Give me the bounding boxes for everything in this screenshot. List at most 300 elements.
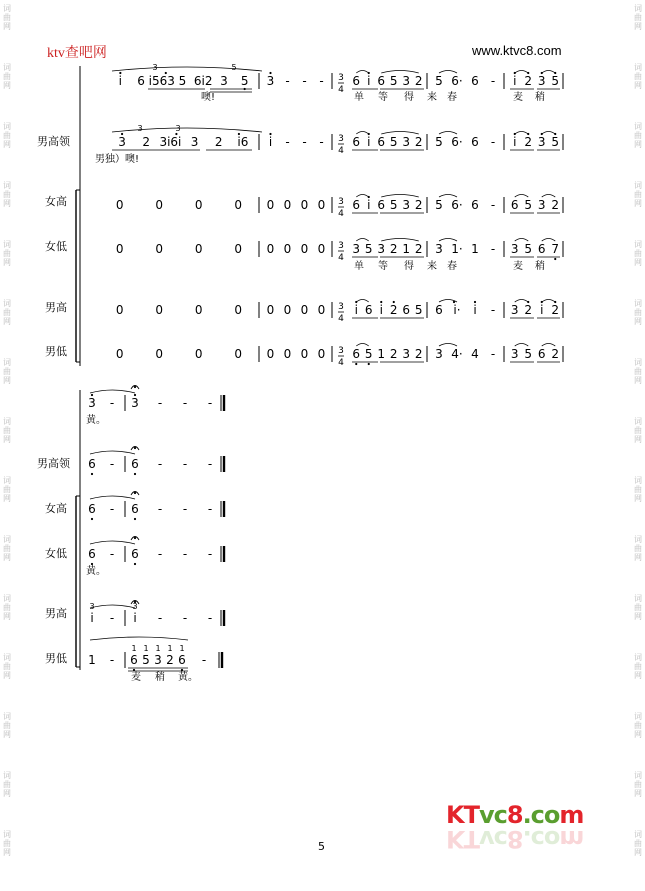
watermark-char: 网: [3, 317, 11, 326]
staff-row: [88, 492, 224, 521]
dash: -: [157, 611, 163, 625]
lyric: 得: [404, 261, 414, 272]
note: 2: [414, 74, 423, 88]
dash: -: [109, 547, 115, 561]
note: 5: [551, 74, 560, 88]
note: 5: [240, 74, 249, 88]
part-label-tenor: 男高: [45, 301, 67, 314]
note: 5: [364, 347, 373, 361]
note: 0: [317, 198, 326, 212]
note: i: [473, 303, 477, 317]
dash: -: [207, 547, 213, 561]
staff-row: [116, 195, 563, 220]
watermark-char: 网: [634, 494, 642, 503]
fermata-dot: [134, 386, 136, 388]
watermark-char: 网: [634, 612, 642, 621]
note: 5: [524, 198, 533, 212]
part-label-alto-2: 女低: [45, 547, 67, 560]
note: 0: [234, 198, 243, 212]
logo-part: 8: [506, 801, 523, 829]
note: 0: [283, 242, 292, 256]
note: 6·: [451, 198, 463, 212]
tuplet-number: 5: [231, 63, 237, 72]
watermark-char: 词: [3, 358, 11, 367]
lyric: 黄。: [86, 415, 106, 426]
chord-upper-note: 1: [155, 644, 161, 653]
lyric: 噢!: [200, 92, 216, 103]
note: 1: [377, 347, 386, 361]
note: 0: [194, 242, 203, 256]
note: 3i6i: [159, 135, 182, 149]
dash: -: [490, 242, 496, 256]
watermark-char: 词: [634, 299, 642, 308]
lyric: 得: [404, 92, 414, 103]
octave-dot: [368, 363, 370, 365]
note: i: [367, 135, 371, 149]
lyric: 来: [427, 92, 437, 103]
dash: -: [201, 653, 207, 667]
octave-dot: [541, 72, 543, 74]
note: 0: [266, 198, 275, 212]
phrase-slur: [112, 128, 262, 132]
watermark-char: 词: [634, 712, 642, 721]
note: i·: [453, 303, 461, 317]
dash: -: [182, 502, 188, 516]
note: 2: [551, 347, 560, 361]
note: 6·: [451, 135, 463, 149]
watermark-char: 词: [634, 417, 642, 426]
watermark-char: 曲: [3, 367, 11, 376]
watermark-char: 网: [634, 730, 642, 739]
logo-part: m: [559, 825, 584, 853]
note: i: [379, 303, 383, 317]
slur: [356, 71, 369, 74]
note: 0: [300, 303, 309, 317]
lyric: 春: [447, 261, 457, 272]
watermark-char: 曲: [634, 72, 642, 81]
watermark-char: 曲: [3, 249, 11, 258]
slur: [542, 132, 556, 135]
note: 6: [435, 303, 443, 317]
watermark-char: 网: [634, 553, 642, 562]
note: 6: [471, 198, 479, 212]
note: 3: [266, 74, 275, 88]
watermark-char: 曲: [3, 721, 11, 730]
note: 3: [402, 74, 411, 88]
watermark-char: 曲: [3, 485, 11, 494]
dash: -: [182, 611, 188, 625]
watermark-char: 网: [634, 435, 642, 444]
chord-upper-note: 3: [132, 602, 138, 611]
note: 3: [352, 242, 361, 256]
note: 2: [551, 303, 560, 317]
octave-dot: [119, 72, 121, 74]
note: 3: [402, 135, 411, 149]
watermark-char: 词: [634, 4, 642, 13]
note: 6: [510, 198, 519, 212]
slur: [439, 71, 457, 74]
note: i: [367, 198, 371, 212]
octave-dot: [541, 133, 543, 135]
dash: -: [109, 457, 115, 471]
logo-part: 8: [506, 825, 523, 853]
lyric: 男独）噢!: [95, 154, 140, 165]
watermark-char: 词: [3, 417, 11, 426]
note: i: [513, 135, 517, 149]
lyric: 麦: [513, 92, 523, 103]
note: 0: [194, 303, 203, 317]
watermark-char: 曲: [3, 603, 11, 612]
note: 2: [524, 74, 533, 88]
octave-dot: [269, 72, 271, 74]
octave-dot: [175, 133, 177, 135]
octave-dot: [134, 473, 136, 475]
note: 5: [435, 74, 443, 88]
note: 6: [137, 74, 145, 88]
note: i563: [148, 74, 175, 88]
watermark-char: 词: [634, 771, 642, 780]
note: 3: [537, 135, 546, 149]
note: 2: [414, 347, 423, 361]
watermark-char: 曲: [634, 544, 642, 553]
staff-row: [89, 601, 224, 627]
watermark-char: 曲: [3, 308, 11, 317]
slur: [542, 239, 556, 242]
watermark-char: 网: [634, 789, 642, 798]
time-signature-bottom: 4: [338, 146, 344, 156]
watermark-char: 网: [3, 435, 11, 444]
octave-dot: [514, 133, 516, 135]
note: 3: [537, 198, 546, 212]
note: 6: [352, 198, 361, 212]
note: 6: [88, 547, 96, 561]
staff-row: [86, 386, 224, 427]
dash: -: [182, 547, 188, 561]
time-signature-bottom: 4: [338, 209, 344, 219]
watermark-char: 词: [3, 535, 11, 544]
note: 3: [118, 135, 126, 149]
watermark-char: 曲: [634, 131, 642, 140]
watermark-char: 网: [634, 258, 642, 267]
note: 3: [88, 396, 96, 410]
note: 5: [524, 347, 533, 361]
lyric: 春: [447, 92, 457, 103]
octave-dot: [91, 563, 93, 565]
time-signature-top: 3: [338, 346, 344, 356]
note: 6: [352, 135, 361, 149]
watermark-char: 网: [634, 317, 642, 326]
watermark-char: 网: [634, 376, 642, 385]
octave-dot: [554, 301, 556, 303]
note: 0: [283, 347, 292, 361]
octave-dot: [527, 133, 529, 135]
note: 6i2: [193, 74, 213, 88]
dash: -: [157, 502, 163, 516]
octave-dot: [238, 133, 240, 135]
fermata-dot: [134, 537, 136, 539]
slur: [381, 132, 419, 135]
octave-dot: [91, 394, 93, 396]
slur: [515, 71, 529, 74]
watermark-char: 网: [634, 199, 642, 208]
page-number: 5: [318, 840, 325, 853]
note: 0: [266, 303, 275, 317]
dash: -: [285, 135, 290, 149]
watermark-char: 网: [3, 140, 11, 149]
note: i: [133, 611, 137, 625]
logo-part: K: [446, 801, 464, 829]
lyric: 单: [354, 92, 364, 103]
time-signature-bottom: 4: [338, 314, 344, 324]
part-label-bass: 男低: [45, 345, 67, 358]
note: 6: [352, 74, 361, 88]
dash: -: [302, 74, 307, 88]
note: 3: [435, 347, 443, 361]
part-label-soprano-2: 女高: [45, 502, 67, 515]
part-label-bass-2: 男低: [45, 652, 67, 665]
tie: [90, 390, 135, 393]
dash: -: [490, 198, 496, 212]
watermark-char: 网: [3, 494, 11, 503]
logo-part: m: [559, 801, 584, 829]
note: 2: [166, 653, 174, 667]
lyric: 稍: [155, 672, 165, 683]
note: 6: [131, 502, 139, 516]
watermark-char: 词: [634, 181, 642, 190]
watermark-char: 词: [3, 771, 11, 780]
note: 5: [178, 74, 187, 88]
note: 5: [551, 135, 560, 149]
tie: [90, 541, 135, 544]
time-signature-top: 3: [338, 73, 344, 83]
lyric: 麦: [131, 672, 141, 683]
part-label-tenor-lead: 男高领: [37, 135, 70, 148]
note: i6: [237, 135, 249, 149]
note: 3: [220, 74, 228, 88]
watermark-char: 网: [3, 258, 11, 267]
note: i: [118, 74, 123, 88]
slur: [515, 239, 529, 242]
watermark-char: 曲: [3, 190, 11, 199]
note: 3: [510, 303, 519, 317]
watermark-char: 词: [634, 594, 642, 603]
slur: [381, 71, 419, 74]
dash: -: [319, 135, 324, 149]
logo-part: .co: [522, 825, 560, 853]
note: 2: [414, 135, 423, 149]
watermark-char: 网: [3, 376, 11, 385]
watermark-char: 词: [3, 594, 11, 603]
note: 6: [402, 303, 411, 317]
watermark-char: 词: [634, 476, 642, 485]
dash: -: [109, 396, 115, 410]
lyric: 麦: [513, 261, 523, 272]
watermark-char: 网: [3, 789, 11, 798]
dash: -: [157, 396, 163, 410]
ktvc8-logo: [446, 801, 596, 861]
part-label-soprano: 女高: [45, 195, 67, 208]
dash: -: [109, 653, 115, 667]
dash: -: [302, 135, 307, 149]
dash: -: [157, 457, 163, 471]
watermark-char: 网: [3, 22, 11, 31]
time-signature-top: 3: [338, 241, 344, 251]
note: 5: [435, 135, 443, 149]
octave-dot: [554, 258, 556, 260]
watermark-char: 词: [634, 653, 642, 662]
note: 6: [377, 74, 386, 88]
note: 4: [471, 347, 479, 361]
watermark-char: 曲: [634, 839, 642, 848]
note: 2: [414, 198, 423, 212]
note: 0: [300, 242, 309, 256]
note: 0: [300, 198, 309, 212]
dash: -: [207, 502, 213, 516]
watermark-char: 词: [3, 476, 11, 485]
dash: -: [207, 457, 213, 471]
watermark-char: 词: [634, 122, 642, 131]
watermark-char: 词: [3, 4, 11, 13]
octave-dot: [554, 133, 556, 135]
note: 6: [88, 457, 96, 471]
watermark-char: 网: [3, 553, 11, 562]
staff-row: [116, 300, 563, 325]
note: 0: [115, 303, 124, 317]
watermark-char: 词: [3, 240, 11, 249]
note: 3: [510, 242, 519, 256]
note: 1: [88, 653, 96, 667]
note: 2: [551, 198, 560, 212]
octave-dot: [541, 301, 543, 303]
slur: [542, 195, 556, 198]
slur: [515, 195, 529, 198]
watermark-char: 网: [3, 199, 11, 208]
note: 0: [194, 198, 203, 212]
time-signature-bottom: 4: [338, 358, 344, 368]
note: 0: [155, 303, 164, 317]
note: 1: [471, 242, 479, 256]
time-signature-top: 3: [338, 134, 344, 144]
note: 4·: [451, 347, 463, 361]
slur: [356, 195, 369, 198]
system-1: [76, 63, 563, 368]
part-label-alto: 女低: [45, 240, 67, 253]
dash: -: [182, 457, 188, 471]
note: 2: [389, 303, 398, 317]
slur: [356, 344, 369, 347]
dash: -: [490, 74, 496, 88]
watermark-char: 词: [634, 63, 642, 72]
watermark-char: 词: [634, 535, 642, 544]
watermark-char: 曲: [3, 72, 11, 81]
slur: [515, 132, 529, 135]
dash: -: [157, 547, 163, 561]
octave-dot: [474, 301, 476, 303]
note: 0: [266, 347, 275, 361]
note: 6: [130, 653, 138, 667]
note: 2: [389, 347, 398, 361]
part-label-tenor-2: 男高: [45, 607, 67, 620]
note: 5: [389, 74, 398, 88]
note: 0: [234, 347, 243, 361]
note: 6·: [451, 74, 463, 88]
lyric: 等: [378, 92, 388, 103]
note: 3: [190, 135, 199, 149]
slur: [515, 300, 529, 303]
watermark-char: 词: [3, 181, 11, 190]
watermark-char: 曲: [3, 131, 11, 140]
note: 3: [402, 347, 411, 361]
phrase-slur: [112, 67, 262, 71]
watermark-char: 曲: [634, 426, 642, 435]
note: 5: [389, 198, 398, 212]
watermark-char: 曲: [634, 13, 642, 22]
note: 6: [537, 242, 546, 256]
note: i: [513, 74, 517, 88]
time-signature-bottom: 4: [338, 253, 344, 263]
watermark-char: 网: [634, 81, 642, 90]
note: 6: [471, 74, 479, 88]
note: 3: [435, 242, 443, 256]
note: 0: [155, 347, 164, 361]
note: 0: [155, 242, 164, 256]
octave-dot: [527, 301, 529, 303]
note: 0: [283, 303, 292, 317]
note: 2: [214, 135, 223, 149]
watermark-char: 曲: [3, 839, 11, 848]
note: 5: [142, 653, 150, 667]
note: 0: [317, 242, 326, 256]
time-signature-top: 3: [338, 302, 344, 312]
note: 3: [131, 396, 139, 410]
watermark-char: 网: [3, 671, 11, 680]
dash: -: [319, 74, 324, 88]
brand-title: ktv查吧网: [47, 46, 107, 61]
note: 3: [154, 653, 162, 667]
note: 6: [364, 303, 373, 317]
chord-upper-note: 1: [131, 644, 137, 653]
octave-dot: [134, 394, 136, 396]
tuplet-number: 3: [137, 124, 143, 133]
dash: -: [490, 347, 496, 361]
note: 2: [389, 242, 398, 256]
watermark-char: 曲: [634, 721, 642, 730]
chord-upper-note: 1: [167, 644, 173, 653]
logo-part: vc: [478, 825, 507, 853]
watermark-char: 曲: [3, 13, 11, 22]
lyric: 黄。: [86, 566, 106, 577]
note: 2: [524, 135, 533, 149]
logo-part: T: [463, 825, 479, 853]
lyric: 黄。: [178, 672, 198, 683]
note: 0: [317, 303, 326, 317]
lyric: 单: [354, 261, 364, 272]
note: 6: [178, 653, 186, 667]
lyric: 稍: [535, 92, 545, 103]
chord-upper-note: 3: [89, 602, 95, 611]
lyric: 等: [378, 261, 388, 272]
octave-dot: [554, 72, 556, 74]
slur: [542, 344, 556, 347]
octave-dot: [380, 301, 382, 303]
note: 2: [142, 135, 151, 149]
octave-dot: [91, 473, 93, 475]
logo-part: vc: [478, 801, 507, 829]
watermark-char: 词: [634, 830, 642, 839]
note: 6: [131, 547, 139, 561]
slur: [381, 195, 419, 198]
dash: -: [207, 396, 213, 410]
